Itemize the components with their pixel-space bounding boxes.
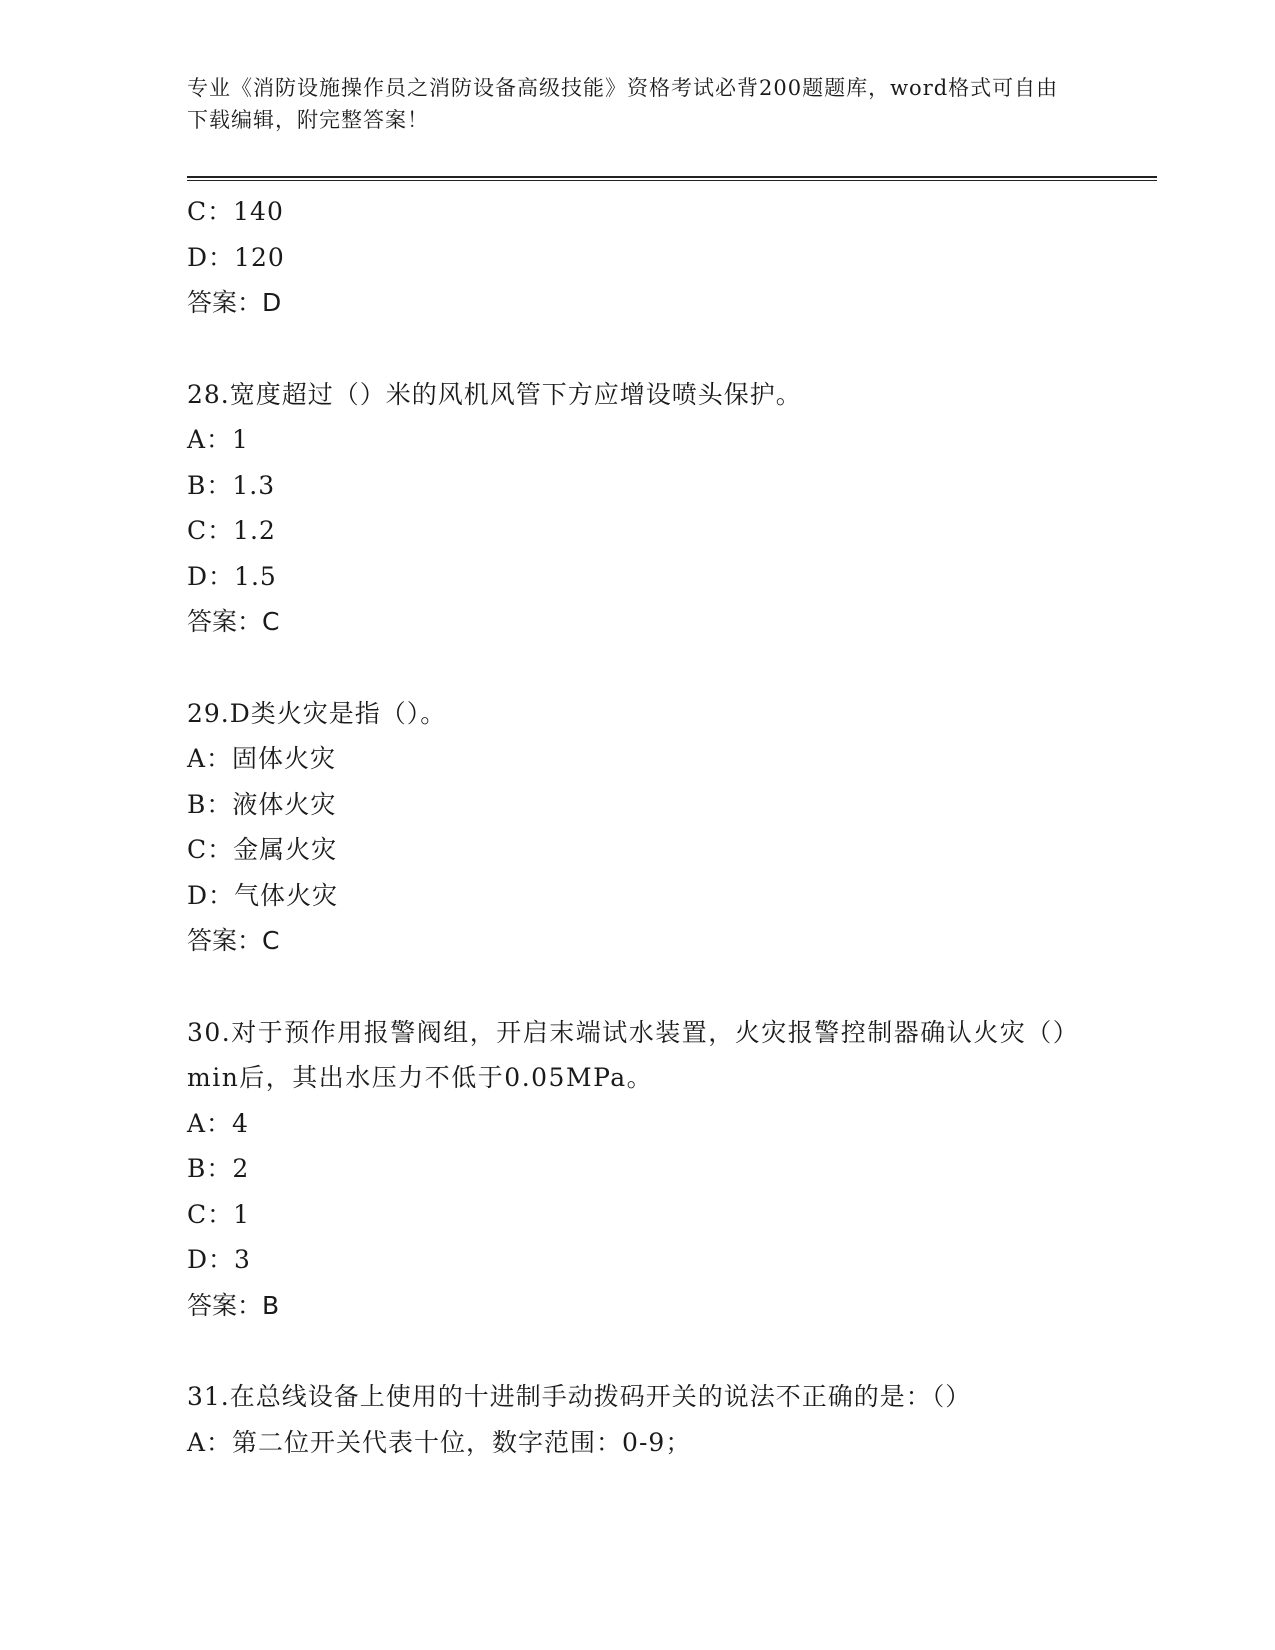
option-d: D：气体火灾	[187, 880, 339, 910]
option-d: D：1.5	[187, 561, 277, 591]
option-a: A：第二位开关代表十位，数字范围：0-9；	[187, 1427, 692, 1457]
question-stem: 31.在总线设备上使用的十进制手动拨码开关的说法不正确的是：（）	[187, 1382, 972, 1411]
option-b: B：1.3	[187, 470, 276, 500]
question-30	[187, 1010, 1087, 1329]
question-stem: 28.宽度超过（）米的风机风管下方应增设喷头保护。	[187, 379, 802, 409]
option-c: C：1.2	[187, 516, 276, 545]
document-page	[187, 72, 1087, 1465]
option-d: D：3	[187, 1245, 251, 1274]
question-list	[187, 189, 1087, 1465]
option-a: A：1	[187, 425, 249, 454]
option-b: B：液体火灾	[187, 789, 337, 819]
option-c: C：140	[187, 197, 284, 226]
option-d: D：120	[187, 242, 285, 272]
option-a: A：固体火灾	[187, 744, 337, 773]
answer-line: 答案：B	[187, 1290, 280, 1320]
question-31	[187, 1374, 1087, 1465]
answer-line: 答案：D	[187, 288, 282, 317]
option-c: C：金属火灾	[187, 835, 338, 864]
question-stem: 29.D类火灾是指（）。	[187, 698, 447, 728]
header-divider	[187, 176, 1157, 181]
prev-question	[187, 189, 1087, 326]
option-a: A：4	[187, 1108, 249, 1138]
question-stem: 30.对于预作用报警阀组，开启末端试水装置，火灾报警控制器确认火灾（）min后，其出水压力不低于0.05MPa。	[187, 1017, 1080, 1092]
question-28	[187, 372, 1087, 645]
option-b: B：2	[187, 1154, 250, 1183]
question-29	[187, 691, 1087, 964]
option-c: C：1	[187, 1199, 251, 1229]
answer-line: 答案：C	[187, 926, 280, 955]
document-header: 专业《消防设施操作员之消防设备高级技能》资格考试必背200题题库，word格式可自由下载编辑，附完整答案！	[187, 76, 1059, 132]
answer-line: 答案：C	[187, 607, 280, 636]
